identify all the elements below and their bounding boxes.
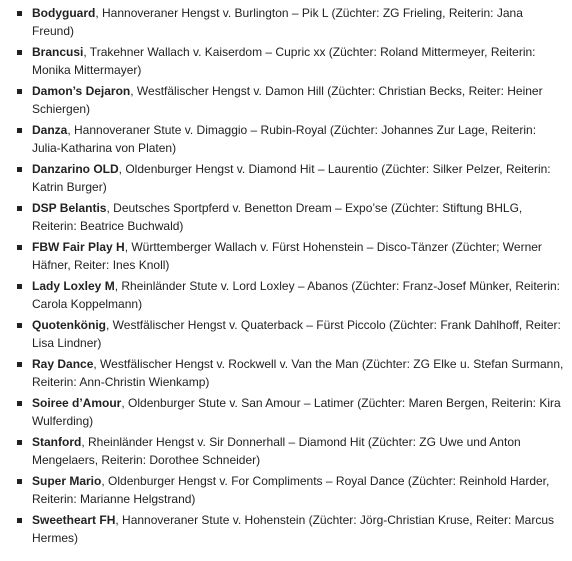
horse-details: , Rheinländer Hengst v. Sir Donnerhall – Diamond Hit (Züchter: ZG Uwe und Anton Mengelaers, Reiterin: Dorothee Schneider) bbox=[32, 435, 521, 467]
horse-name: Quotenkönig bbox=[32, 318, 106, 332]
bullet-icon bbox=[17, 401, 22, 406]
bullet-icon bbox=[17, 167, 22, 172]
horse-details: , Hannoveraner Stute v. Dimaggio – Rubin-Royal (Züchter: Johannes Zur Lage, Reiterin: Julia-Katharina von Platen) bbox=[32, 123, 537, 155]
list-item bbox=[0, 43, 572, 79]
horse-name: Danza bbox=[32, 123, 68, 137]
horse-name: Damon’s Dejaron bbox=[32, 84, 131, 98]
list-item bbox=[0, 433, 572, 469]
list-item bbox=[0, 394, 572, 430]
horse-details: , Trakehner Wallach v. Kaiserdom – Cupric xx (Züchter: Roland Mittermeyer, Reiterin: Monika Mittermayer) bbox=[32, 45, 536, 77]
bullet-icon bbox=[17, 245, 22, 250]
bullet-icon bbox=[17, 518, 22, 523]
horse-name: Stanford bbox=[32, 435, 82, 449]
horse-name: Soiree d’Amour bbox=[32, 396, 122, 410]
list-item bbox=[0, 277, 572, 313]
list-item bbox=[0, 316, 572, 352]
list-item bbox=[0, 355, 572, 391]
horse-name: Ray Dance bbox=[32, 357, 94, 371]
horse-details: , Westfälischer Hengst v. Damon Hill (Züchter: Christian Becks, Reiter: Heiner Schiergen) bbox=[32, 84, 543, 116]
horse-details: , Oldenburger Stute v. San Amour – Latimer (Züchter: Maren Bergen, Reiterin: Kira Wulferding) bbox=[32, 396, 561, 428]
list-item bbox=[0, 4, 572, 40]
horse-details: , Oldenburger Hengst v. For Compliments – Royal Dance (Züchter: Reinhold Harder, Reiterin: Marianne Helgstrand) bbox=[32, 474, 550, 506]
bullet-icon bbox=[17, 362, 22, 367]
horse-details: , Rheinländer Stute v. Lord Loxley – Abanos (Züchter: Franz-Josef Münker, Reiterin: Carola Koppelmann) bbox=[32, 279, 561, 311]
horse-details: , Württemberger Wallach v. Fürst Hohenstein – Disco-Tänzer (Züchter; Werner Häfner, Reiter: Ines Knoll) bbox=[32, 240, 542, 272]
list-item bbox=[0, 160, 572, 196]
horse-name: DSP Belantis bbox=[32, 201, 107, 215]
bullet-icon bbox=[17, 206, 22, 211]
horse-name: Super Mario bbox=[32, 474, 102, 488]
bullet-icon bbox=[17, 440, 22, 445]
list-item bbox=[0, 199, 572, 235]
list-item bbox=[0, 511, 572, 547]
list-item bbox=[0, 121, 572, 157]
horse-details: , Hannoveraner Stute v. Hohenstein (Züchter: Jörg-Christian Kruse, Reiter: Marcus Hermes) bbox=[32, 513, 554, 545]
horse-name: FBW Fair Play H bbox=[32, 240, 125, 254]
horse-details: , Westfälischer Hengst v. Rockwell v. Van the Man (Züchter: ZG Elke u. Stefan Surmann, Reiterin: Ann-Christin Wienkamp) bbox=[32, 357, 564, 389]
bullet-icon bbox=[17, 323, 22, 328]
horse-details: , Westfälischer Hengst v. Quaterback – Fürst Piccolo (Züchter: Frank Dahlhoff, Reiter: Lisa Lindner) bbox=[32, 318, 561, 350]
bullet-icon bbox=[17, 479, 22, 484]
horse-details: , Hannoveraner Hengst v. Burlington – Pik L (Züchter: ZG Frieling, Reiterin: Jana Freund) bbox=[32, 6, 523, 38]
bullet-icon bbox=[17, 11, 22, 16]
list-item bbox=[0, 472, 572, 508]
horse-name: Brancusi bbox=[32, 45, 84, 59]
horse-name: Sweetheart FH bbox=[32, 513, 116, 527]
horse-details: , Deutsches Sportpferd v. Benetton Dream – Expo’se (Züchter: Stiftung BHLG, Reiterin: Beatrice Buchwald) bbox=[32, 201, 523, 233]
horse-details: , Oldenburger Hengst v. Diamond Hit – Laurentio (Züchter: Silker Pelzer, Reiterin: Katrin Burger) bbox=[32, 162, 551, 194]
bullet-icon bbox=[17, 89, 22, 94]
horse-name: Bodyguard bbox=[32, 6, 96, 20]
bullet-icon bbox=[17, 284, 22, 289]
horse-name: Danzarino OLD bbox=[32, 162, 119, 176]
horse-name: Lady Loxley M bbox=[32, 279, 115, 293]
list-item bbox=[0, 238, 572, 274]
bullet-icon bbox=[17, 50, 22, 55]
bullet-icon bbox=[17, 128, 22, 133]
list-item bbox=[0, 82, 572, 118]
